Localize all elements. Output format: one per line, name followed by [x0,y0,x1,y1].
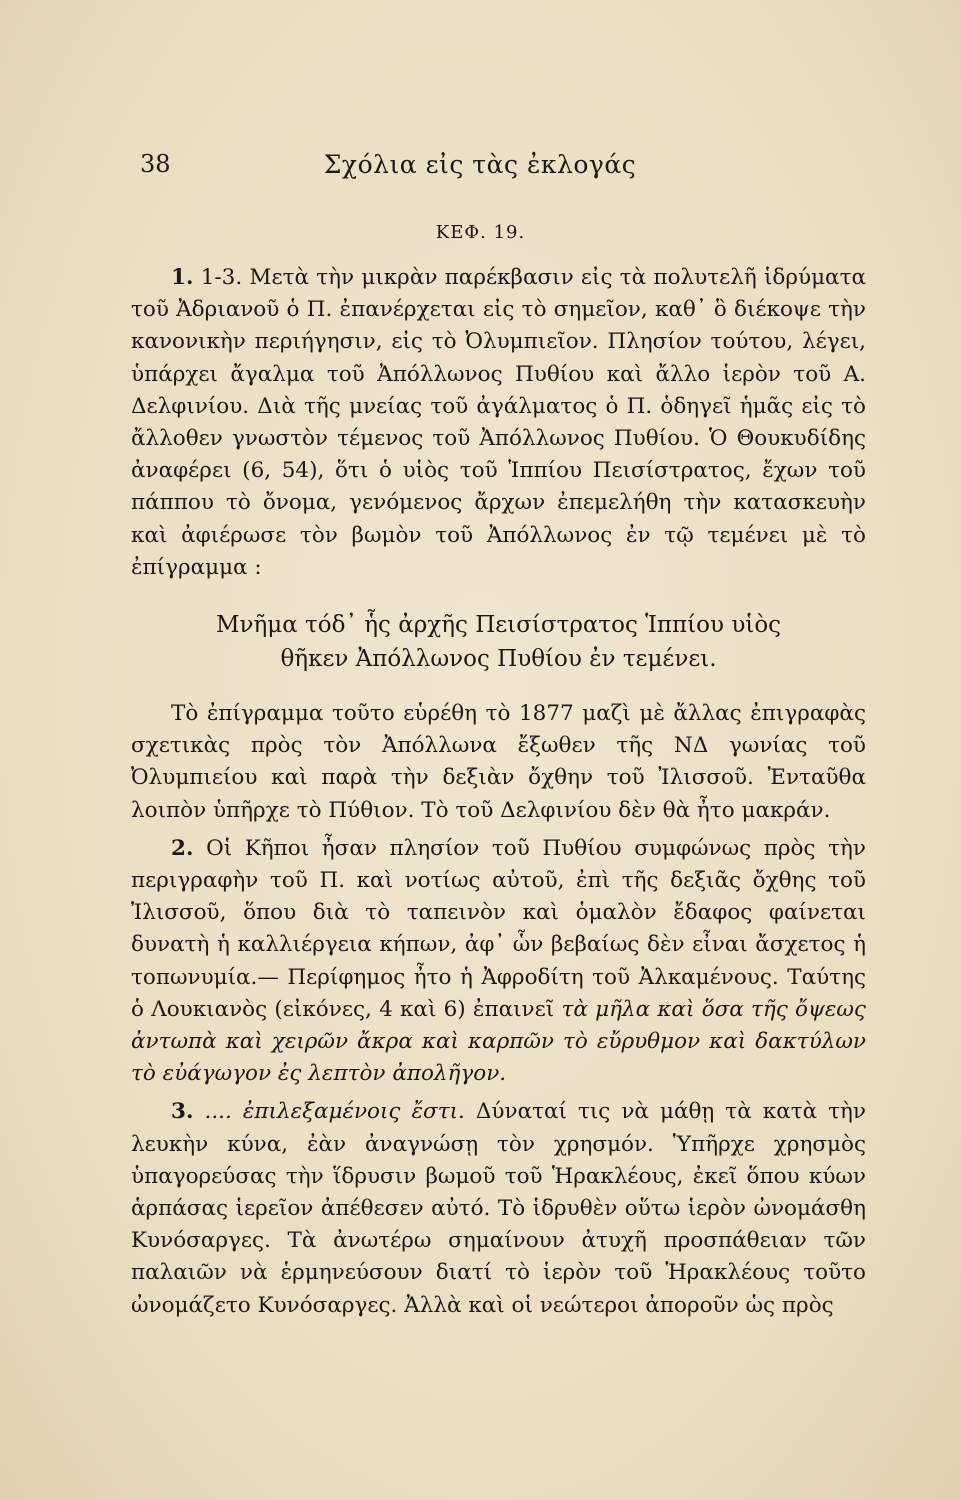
epigram-line-2: θῆκεν Ἀπόλλωνος Πυθίου ἐν τεμένει. [280,646,717,673]
body-text [131,262,866,1322]
epigram-line-1: Μνῆμα τόδ᾿ ἧς ἀρχῆς Πεισίστρατος Ἱππίου υἱὸς [215,612,782,639]
epigram [131,608,866,676]
section-text: Οἱ Κῆποι ἦσαν πλησίον τοῦ Πυθίου συμφώνως πρὸς τὴν περιγραφὴν τοῦ Π. καὶ νοτίως αὐτοῦ, ἐπὶ τῆς δεξιᾶς ὄχθης τοῦ Ἰλισσοῦ, ὅπου διὰ τὸ ταπεινὸν καὶ ὁμαλὸν ἔδαφος φαίνεται δυνατὴ ἡ καλλιέργεια κήπων, ἀφ᾿ ὧν βεβαίως δὲν εἶναι ἄσχετος ἡ τοπωνυμία.— Περίφημος ἦτο ἡ Ἀφροδίτη τοῦ Ἀλκαμένους. Ταύτης ὁ Λουκιανὸς (εἰκόνες, 4 καὶ 6) ἐπαινεῖ [131,835,866,1022]
section-text: Δύναταί τις νὰ μάθῃ τὰ κατὰ τὴν λευκὴν κύνα, ἐὰν ἀναγνώσῃ τὸν χρησμόν. Ὑπῆρχε χρησμὸς ὑπαγορεύσας τὴν ἵδρυσιν βωμοῦ τοῦ Ἡρακλέους, ἐκεῖ ὅπου κύων ἁρπάσας ἱερεῖον ἀπέθεσεν αὐτό. Τὸ ἱδρυθὲν οὕτω ἱερὸν ὠνομάσθη Κυνόσαργες. Τὰ ἀνωτέρω σημαίνουν ἀτυχῆ προσπάθειαν τῶν παλαιῶν νὰ ἑρμηνεύσουν διατί τὸ ἱερὸν τοῦ Ἡρακλέους τοῦτο ὠνομάζετο Κυνόσαργες. Ἀλλὰ καὶ οἱ νεώτεροι ἀποροῦν ὡς πρὸς [131,1099,866,1318]
section-number: 1. [171,265,194,290]
chapter-heading: ΚΕΦ. 19. [435,222,526,243]
section-number: 2. [171,835,194,861]
section-3-paragraph [131,1096,866,1321]
paragraph-after-epigram: Τὸ ἐπίγραμμα τοῦτο εὑρέθη τὸ 1877 μαζὶ μὲ ἄλλας ἐπιγραφὰς σχετικὰς πρὸς τὸν Ἀπόλλωνα ἔξωθεν τῆς ΝΔ γωνίας τοῦ Ὀλυμπιείου καὶ παρὰ τὴν δεξιὰν ὄχθην τοῦ Ἰλισσοῦ. Ἐνταῦθα λοιπὸν ὑπῆρχε τὸ Πύθιον. Τὸ τοῦ Δελφινίου δὲν θὰ ἦτο μακράν. [131,701,866,823]
lucian-quote: τὰ μῆλα καὶ ὅσα τῆς ὄψεως ἀντωπὰ καὶ χειρῶν ἄκρα καὶ καρπῶν τὸ εὔρυθμον καὶ δακτύλων τὸ εὐάγωγον ἐς λεπτὸν ἀπολῆγον. [131,996,866,1087]
running-title: Σχόλια εἰς τὰς ἐκλογάς [323,150,637,179]
section-number: 3. [171,1099,194,1125]
page-number: 38 [140,150,171,178]
section-1-paragraph [131,262,866,584]
section-2-paragraph [131,833,866,1091]
section-text: 1-3. Μετὰ τὴν μικρὰν παρέκβασιν εἰς τὰ πολυτελῆ ἱδρύματα τοῦ Ἀδριανοῦ ὁ Π. ἐπανέρχεται εἰς τὸ σημεῖον, καθ᾿ ὃ διέκοψε τὴν κανονικὴν περιήγησιν, εἰς τὸ Ὀλυμπιεῖον. Πλησίον τούτου, λέγει, ὑπάρχει ἄγαλμα τοῦ Ἀπόλλωνος Πυθίου καὶ ἄλλο ἱερὸν τοῦ Α. Δελφινίου. Διὰ τῆς μνείας τοῦ ἀγάλματος ὁ Π. ὁδηγεῖ ἡμᾶς εἰς τὸ ἄλλοθεν γνωστὸν τέμενος τοῦ Ἀπόλλωνος Πυθίου. Ὁ Θουκυδίδης ἀναφέρει (6, 54), ὅτι ὁ υἱὸς τοῦ Ἱππίου Πεισίστρατος, ἔχων τοῦ πάππου τὸ ὄνομα, γενόμενος ἄρχων ἐπεμελήθη τὴν κατασκευὴν καὶ ἀφιέρωσε τὸν βωμὸν τοῦ Ἀπόλλωνος ἐν τῷ τεμένει μὲ τὸ ἐπίγραμμα : [131,265,866,580]
running-head [140,150,820,190]
lemma-quote: .... ἐπιλεξαμένοις ἔστι. [204,1099,465,1125]
